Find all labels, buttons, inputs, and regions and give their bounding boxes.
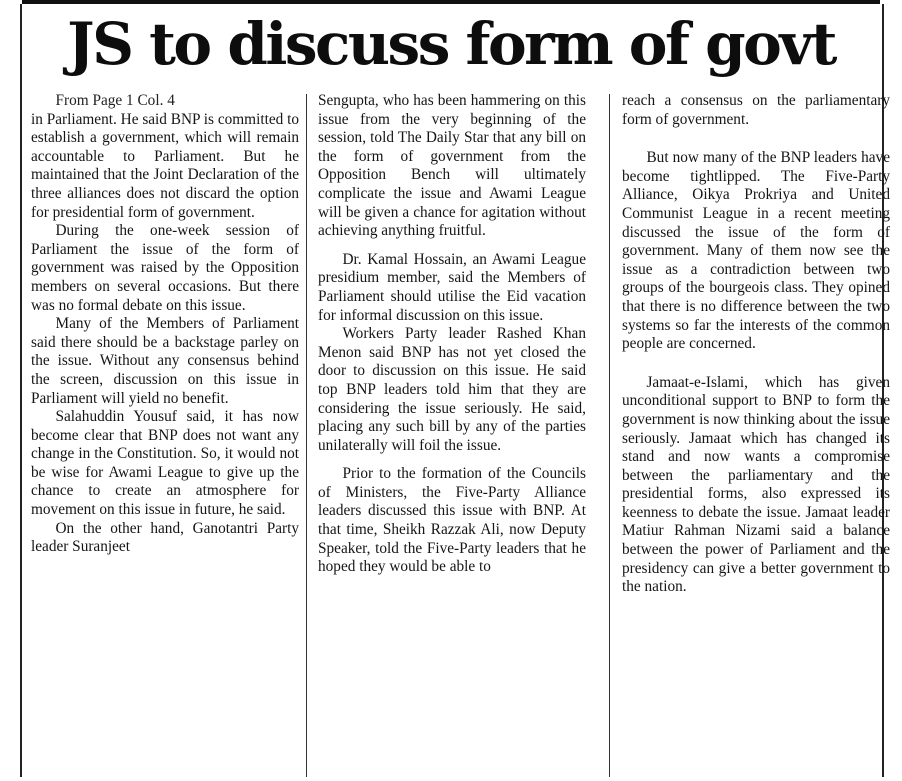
paragraph: in Parliament. He said BNP is committed to establish a government, which will remain accountable to Parliament. But he maintained that the Joint Declaration of the three alliances does not discard the option for presidential form of government. — [31, 110, 299, 221]
paragraph: Workers Party leader Rashed Khan Menon said BNP has not yet closed the door to discussion on this issue. He said top BNP leaders told him that they are considering the issue seriously. He said, placing any such bill by any of the parties unilaterally will foil the issue. — [318, 325, 586, 454]
paragraph: reach a consensus on the parliamentary form of government. — [622, 92, 890, 128]
continued-from-line: From Page 1 Col. 4 — [55, 92, 175, 109]
article-column-1 — [31, 92, 299, 557]
article-column-3 — [622, 92, 890, 597]
paragraph: Prior to the formation of the Councils of Ministers, the Five-Party Alliance leaders discussed this issue with BNP. At that time, Sheikh Razzak Ali, now Deputy Speaker, told the Five-Party leaders that he hoped they would be able to — [318, 465, 586, 576]
paragraph: Jamaat-e-Islami, which has given unconditional support to BNP to form the government is now thinking about the issue seriously. Jamaat which has changed its stand and now wants a compromise between the parliamentary and the presidential forms, also expressed its keenness to debate the issue. Jamaat leader Matiur Rahman Nizami said a balance between the power of Parliament and the presidency can give a better government to the nation. — [622, 373, 890, 596]
paragraph: During the one-week session of Parliament the issue of the form of government was raised by the Opposition members on several occasions. But there was no formal debate on this issue. — [31, 222, 299, 314]
paragraph: But now many of the BNP leaders have become tightlipped. The Five-Party Alliance, Oikya Prokriya and United Communist League in a recent meeting discussed the issue of the form of government. Many of them now see the issue as a contradiction between two groups of the bourgeois class. They opined that there is no difference between the two systems so far the interests of the common people are concerned. — [622, 149, 890, 353]
paragraph: On the other hand, Ganotantri Party leader Suranjeet — [31, 519, 299, 556]
headline: JS to discuss form of govt — [67, 10, 835, 78]
column-divider — [609, 94, 610, 777]
column-divider — [306, 94, 307, 777]
paragraph: Salahuddin Yousuf said, it has now become clear that BNP does not want any change in the Constitution. So, it would not be wise for Awami League to give up the chance to create an atmosphere for movement on this issue in future, he said. — [31, 408, 299, 519]
article-column-2 — [318, 92, 586, 577]
article-body — [0, 92, 902, 777]
paragraph: Dr. Kamal Hossain, an Awami League presidium member, said the Members of Parliament should utilise the Eid vacation for informal discussion on this issue. — [318, 250, 586, 324]
paragraph: Many of the Members of Parliament said there should be a backstage parley on the issue. Without any consensus behind the screen, discussion on this issue in Parliament will yield no benefit. — [31, 315, 299, 407]
paragraph: Sengupta, who has been hammering on this issue from the very beginning of the session, told The Daily Star that any bill on the form of government from the Opposition Bench will ultimately complicate the issue and Awami League will be given a chance for agitation without achieving anything fruitful. — [318, 92, 586, 240]
